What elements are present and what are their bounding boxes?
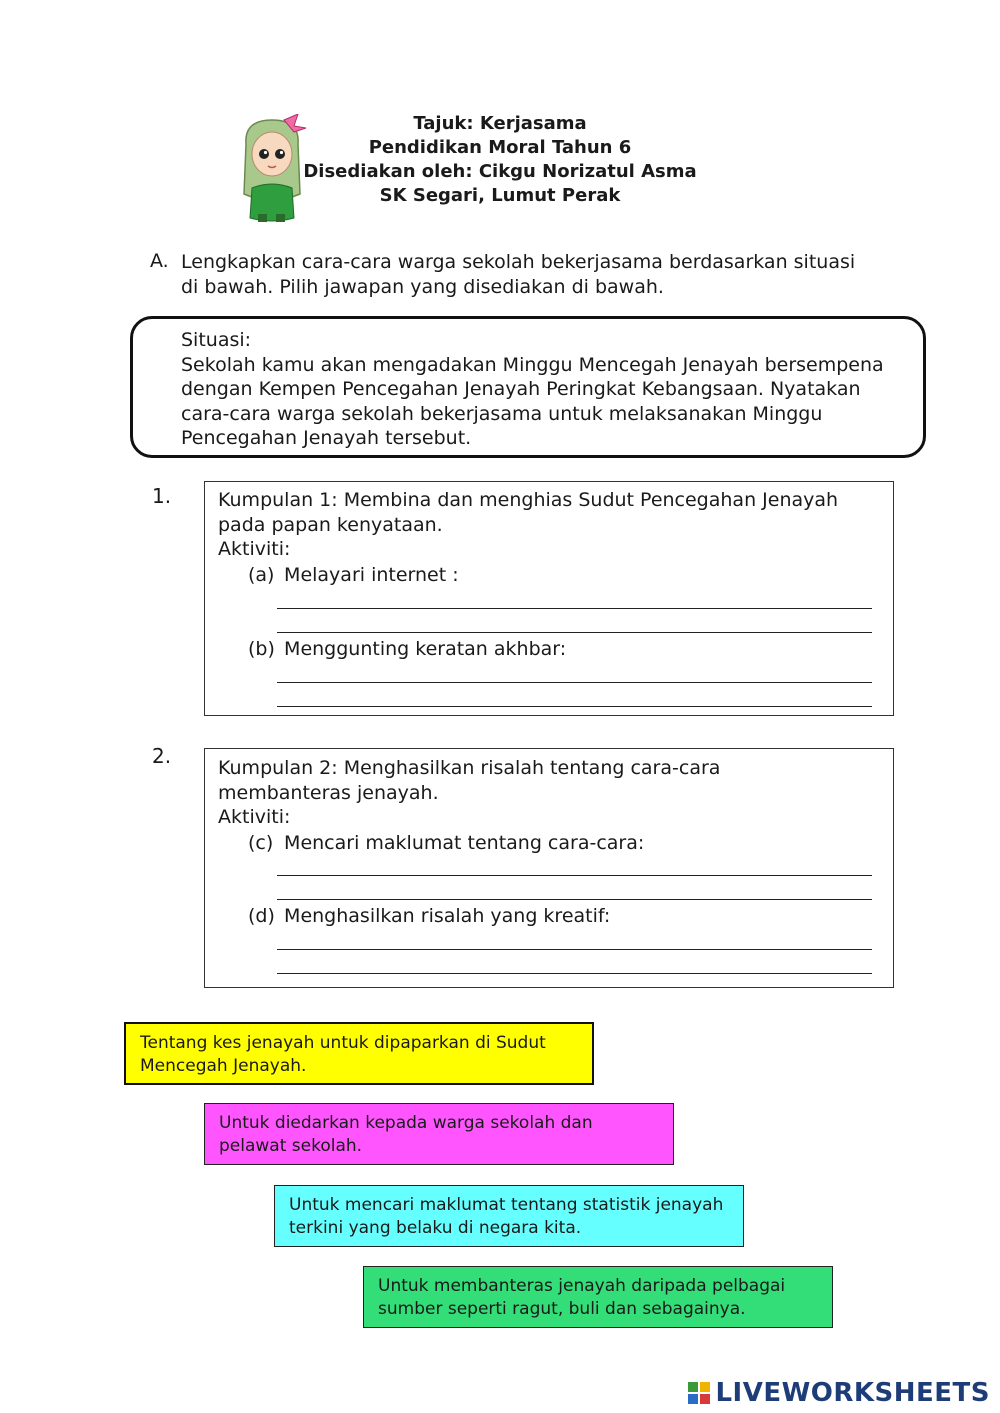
item-label: (d) bbox=[248, 905, 275, 927]
question-title: Kumpulan 2: Menghasilkan risalah tentang cara-cara membanteras jenayah. bbox=[218, 757, 721, 804]
question-title: Kumpulan 1: Membina dan menghias Sudut Pencegahan Jenayah pada papan kenyataan. bbox=[218, 489, 839, 536]
item-label: (c) bbox=[248, 832, 274, 854]
worksheet-header bbox=[240, 112, 760, 208]
item-text: Menghasilkan risalah yang kreatif: bbox=[284, 905, 611, 927]
item-text: Menggunting keratan akhbar: bbox=[284, 638, 567, 660]
situation-heading: Situasi: bbox=[181, 329, 252, 351]
brand-name: LIVEWORKSHEETS bbox=[715, 1378, 990, 1408]
answer-card-text: Untuk membanteras jenayah daripada pelbagai sumber seperti ragut, buli dan sebagainya. bbox=[378, 1276, 786, 1319]
answer-line[interactable] bbox=[277, 899, 872, 900]
section-instruction: Lengkapkan cara-cara warga sekolah bekerjasama berdasarkan situasi di bawah. Pilih jawapan yang disediakan di bawah. bbox=[181, 251, 856, 298]
answer-line[interactable] bbox=[277, 682, 872, 683]
answer-card[interactable] bbox=[274, 1185, 744, 1247]
activity-item bbox=[248, 904, 610, 928]
title: Tajuk: Kerjasama bbox=[413, 113, 587, 134]
answer-card[interactable] bbox=[124, 1022, 594, 1085]
answer-line[interactable] bbox=[277, 973, 872, 974]
item-text: Melayari internet : bbox=[284, 564, 459, 586]
item-text: Mencari maklumat tentang cara-cara: bbox=[284, 832, 645, 854]
activity-item bbox=[248, 563, 459, 587]
answer-card-text: Tentang kes jenayah untuk dipaparkan di Sudut Mencegah Jenayah. bbox=[140, 1033, 546, 1076]
activity-item bbox=[248, 637, 566, 661]
activity-label: Aktiviti: bbox=[218, 538, 291, 560]
answer-line[interactable] bbox=[277, 608, 872, 609]
situation-text: Sekolah kamu akan mengadakan Minggu Mencegah Jenayah bersempena dengan Kempen Pencegahan Jenayah Peringkat Kebangsaan. Nyatakan cara-cara warga sekolah bekerjasama untuk melaksanakan Minggu Pencegahan Jenayah tersebut. bbox=[181, 353, 884, 450]
question-number: 2. bbox=[152, 744, 172, 768]
answer-card[interactable] bbox=[363, 1266, 833, 1328]
question-number: 1. bbox=[152, 484, 172, 508]
item-label: (a) bbox=[248, 564, 275, 586]
activity-item bbox=[248, 831, 644, 855]
answer-card[interactable] bbox=[204, 1103, 674, 1165]
situation-text-block bbox=[181, 328, 911, 451]
answer-line[interactable] bbox=[277, 706, 872, 707]
author: Disediakan oleh: Cikgu Norizatul Asma bbox=[303, 161, 697, 182]
activity-label: Aktiviti: bbox=[218, 806, 291, 828]
school: SK Segari, Lumut Perak bbox=[379, 185, 621, 206]
section-label: A. bbox=[150, 250, 169, 272]
answer-line[interactable] bbox=[277, 875, 872, 876]
answer-card-text: Untuk mencari maklumat tentang statistik jenayah terkini yang belaku di negara kita. bbox=[289, 1195, 724, 1238]
answer-card-text: Untuk diedarkan kepada warga sekolah dan pelawat sekolah. bbox=[219, 1113, 593, 1156]
item-label: (b) bbox=[248, 638, 275, 660]
liveworksheets-logo-icon bbox=[687, 1381, 711, 1405]
answer-line[interactable] bbox=[277, 949, 872, 950]
answer-line[interactable] bbox=[277, 632, 872, 633]
subject: Pendidikan Moral Tahun 6 bbox=[368, 137, 632, 158]
liveworksheets-logo bbox=[687, 1378, 990, 1408]
